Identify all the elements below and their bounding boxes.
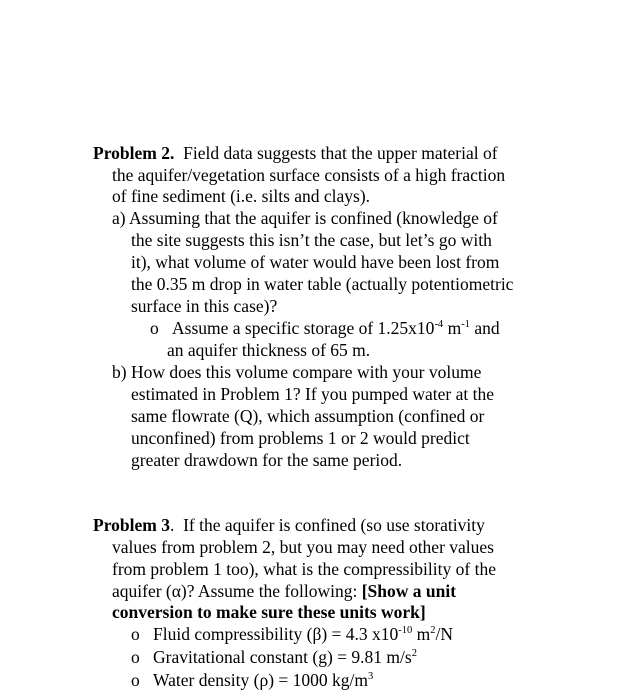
problem3-line5: conversion to make sure these units work] bbox=[112, 602, 426, 622]
aquifer-thickness-line: an aquifer thickness of 65 m. bbox=[167, 340, 371, 360]
water-density-item: Water density (ρ) = 1000 $kg/m^3$ bbox=[153, 670, 374, 690]
problem2-heading: Problem 2. bbox=[93, 143, 175, 163]
problem2-part-a-line1: a) Assuming that the aquifer is confined (knowledge of bbox=[112, 208, 498, 228]
problem3-line2: values from problem 2, but you may need other values bbox=[112, 537, 494, 557]
problem2-part-b-line1: b) How does this volume compare with your volume bbox=[112, 362, 482, 382]
problem2-part-a-line4: the 0.35 m drop in water table (actually potentiometric bbox=[131, 274, 514, 294]
bullet-marker: o bbox=[150, 318, 159, 338]
problem2-intro-line1: Problem 2. Field data suggests that the upper material of bbox=[93, 143, 498, 163]
problem2-part-b-line2: estimated in Problem 1? If you pumped water at the bbox=[131, 384, 495, 404]
gravitational-constant-item: Gravitational constant (g) = 9.81 $m/s^2$ bbox=[153, 647, 417, 667]
bullet-marker: o bbox=[131, 624, 140, 644]
problem2-part-a-line2: the site suggests this isn’t the case, but let’s go with bbox=[131, 230, 492, 250]
fluid-compressibility-item: Fluid compressibility (β) = 4.3 $x10^{-10}$ $m^2/N$ bbox=[153, 624, 454, 644]
problem2-intro-line2: the aquifer/vegetation surface consists of a high fraction bbox=[112, 165, 506, 185]
problem3-heading: Problem 3 bbox=[93, 515, 170, 535]
bullet-marker: o bbox=[131, 670, 140, 690]
specific-storage-line: Assume a specific storage of $1.25x10^{-4}$ $m^{-1}$ and bbox=[172, 318, 500, 338]
problem2-intro-line3: of fine sediment (i.e. silts and clays). bbox=[112, 186, 371, 206]
problem2-part-a-line3: it), what volume of water would have been lost from bbox=[131, 252, 500, 272]
problem2-part-b-line3: same flowrate (Q), which assumption (confined or bbox=[131, 406, 485, 426]
problem3-line3: from problem 1 too), what is the compressibility of the bbox=[112, 559, 496, 579]
problem2-part-b-line5: greater drawdown for the same period. bbox=[131, 450, 403, 470]
problem2-part-a-line5: surface in this case)? bbox=[131, 296, 278, 316]
problem2-part-b-line4: unconfined) from problems 1 or 2 would predict bbox=[131, 428, 470, 448]
bullet-marker: o bbox=[131, 647, 140, 667]
problem3-line4: aquifer (α)? Assume the following: [Show a unit bbox=[112, 581, 457, 601]
problem3-line1: Problem 3. If the aquifer is confined (so use storativity bbox=[93, 515, 485, 535]
